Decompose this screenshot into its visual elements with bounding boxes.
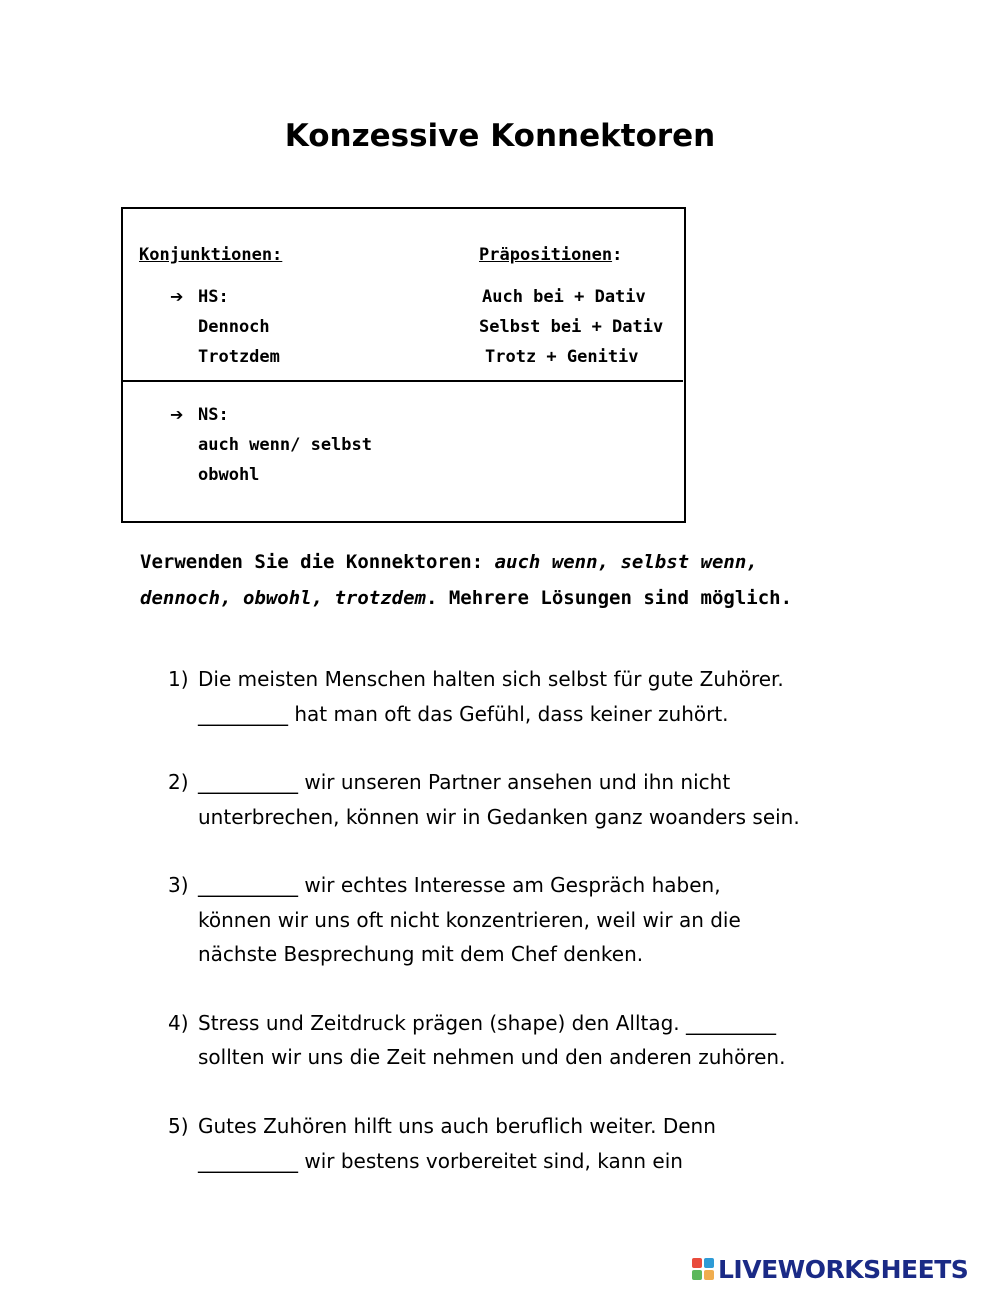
instruction-text: . Mehrere Lösungen sind möglich.: [425, 587, 793, 609]
exercise-number: 1): [168, 667, 189, 691]
instruction-line-1: [140, 550, 758, 574]
praepositionen-header-colon: :: [612, 245, 623, 265]
instruction-connectors: dennoch, obwohl, trotzdem: [140, 587, 426, 609]
liveworksheets-logo-icon: [692, 1258, 714, 1280]
exercise-5-line-2: __________ wir bestens vorbereitet sind, kann ein: [198, 1149, 683, 1173]
konjunktionen-header: Konjunktionen:: [139, 245, 283, 265]
exercise-number: 5): [168, 1114, 189, 1138]
box-divider: [121, 380, 683, 382]
praepositionen-header-text: Präpositionen: [479, 245, 613, 265]
praepositionen-header: [479, 245, 622, 265]
hs-item-trotzdem: Trotzdem: [198, 347, 280, 367]
liveworksheets-logo: [692, 1254, 968, 1284]
logo-block-icon: [692, 1270, 702, 1280]
ns-label: NS:: [198, 405, 229, 425]
liveworksheets-wordmark: LIVEWORKSHEETS: [718, 1254, 969, 1284]
page-title: Konzessive Konnektoren: [284, 118, 716, 154]
exercise-3-line-3: nächste Besprechung mit dem Chef denken.: [198, 942, 644, 966]
hs-label: HS:: [198, 287, 229, 307]
instruction-text: Verwenden Sie die Konnektoren:: [140, 551, 495, 573]
praep-item-auch-bei: Auch bei + Dativ: [482, 287, 646, 307]
exercise-1-line-2: _________ hat man oft das Gefühl, dass keiner zuhört.: [198, 702, 729, 726]
exercise-4-line-2: sollten wir uns die Zeit nehmen und den anderen zuhören.: [198, 1045, 786, 1069]
praep-item-trotz: Trotz + Genitiv: [485, 347, 639, 367]
exercise-2-line-2: unterbrechen, können wir in Gedanken ganz woanders sein.: [198, 805, 800, 829]
instruction-line-2: [140, 586, 792, 610]
exercise-2-line-1: __________ wir unseren Partner ansehen und ihn nicht: [198, 770, 731, 794]
exercise-number: 2): [168, 770, 189, 794]
arrow-right-icon: ➔: [170, 405, 184, 424]
exercise-3-line-2: können wir uns oft nicht konzentrieren, weil wir an die: [198, 908, 741, 932]
exercise-4-line-1: Stress und Zeitdruck prägen (shape) den Alltag. _________: [198, 1011, 777, 1035]
ns-item-auch-wenn: auch wenn/ selbst: [198, 435, 372, 455]
hs-item-dennoch: Dennoch: [198, 317, 270, 337]
exercise-1-line-1: Die meisten Menschen halten sich selbst für gute Zuhörer.: [198, 667, 784, 691]
logo-block-icon: [704, 1258, 714, 1268]
logo-block-icon: [704, 1270, 714, 1280]
exercise-number: 4): [168, 1011, 189, 1035]
logo-block-icon: [692, 1258, 702, 1268]
ns-item-obwohl: obwohl: [198, 465, 260, 485]
exercise-3-line-1: __________ wir echtes Interesse am Gespräch haben,: [198, 873, 721, 897]
exercise-5-line-1: Gutes Zuhören hilft uns auch beruflich weiter. Denn: [198, 1114, 716, 1138]
praep-item-selbst-bei: Selbst bei + Dativ: [479, 317, 664, 337]
arrow-right-icon: ➔: [170, 287, 184, 306]
exercise-number: 3): [168, 873, 189, 897]
instruction-connectors: auch wenn, selbst wenn,: [494, 551, 758, 573]
